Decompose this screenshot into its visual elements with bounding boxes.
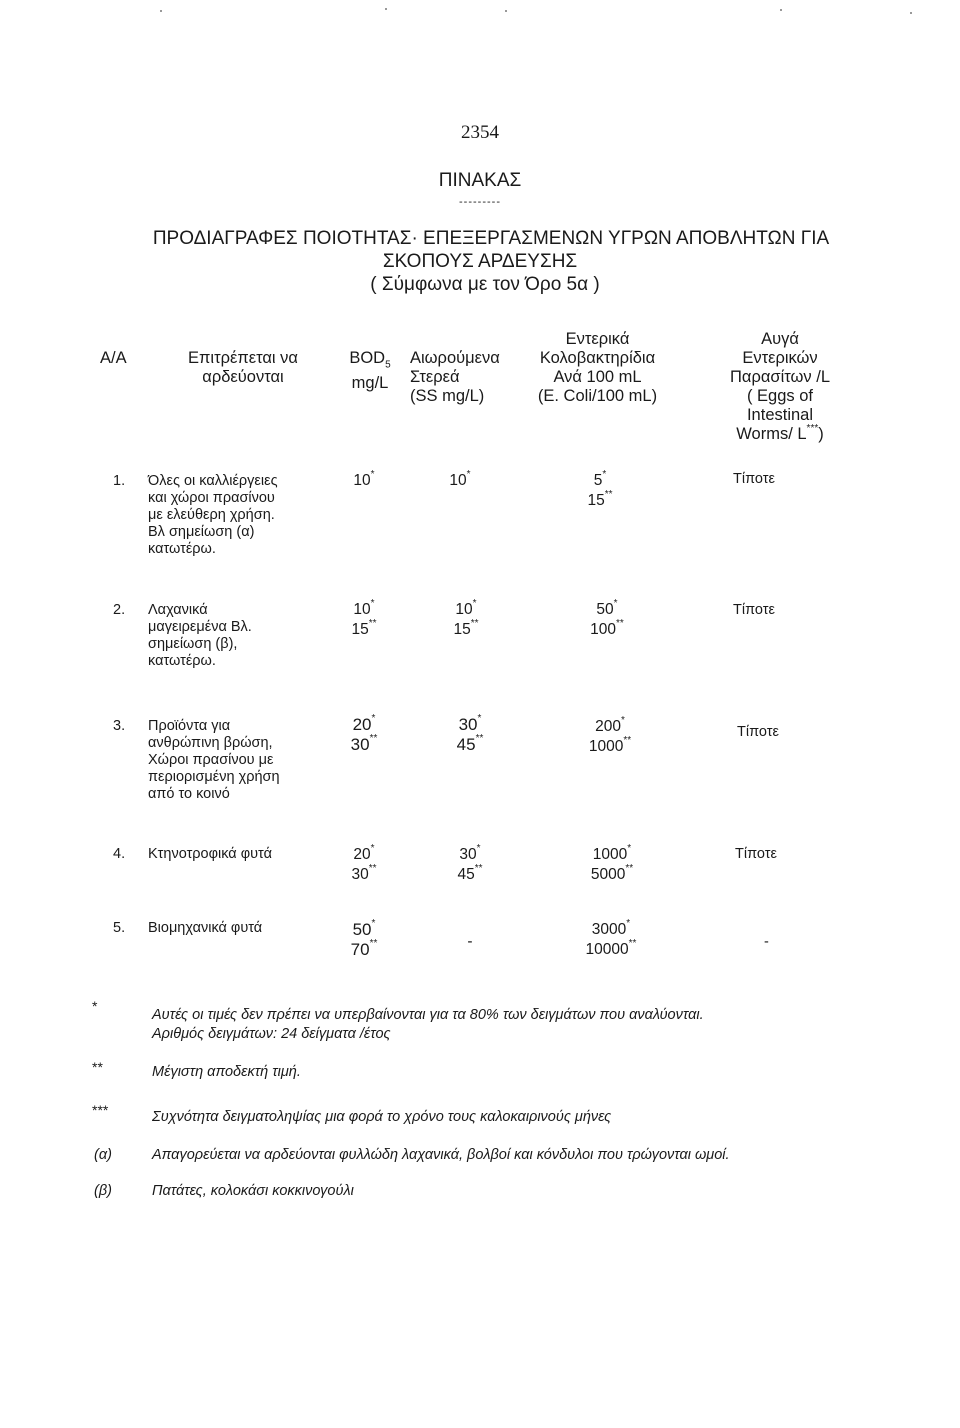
- row-5-number: 5.: [113, 920, 126, 936]
- subtitle-line-3: ( Σύμφωνα με τον Όρο 5α ): [370, 274, 600, 295]
- row-4-ss: 30* 45**: [457, 842, 483, 883]
- row-5-e-coli: 3000* 10000**: [585, 917, 637, 958]
- note-5-text: Πατάτες, κολοκάσι κοκκινογούλι: [152, 1183, 354, 1199]
- note-2-mark: **: [92, 1059, 103, 1075]
- page-number: 2354: [461, 122, 499, 143]
- row-4-description: Κτηνοτροφικά φυτά: [148, 846, 272, 862]
- row-5-description: Βιομηχανικά φυτά: [148, 920, 263, 936]
- note-2-text: Μέγιστη αποδεκτή τιμή.: [152, 1064, 301, 1080]
- row-3-bod: 20* 30**: [350, 713, 378, 754]
- header-intestinal-eggs-close: ): [818, 425, 824, 443]
- note-1-text: Αυτές οι τιμές δεν πρέπει να υπερβαίνονται για τα 80% των δειγμάτων που αναλύονται. Αριθμός δειγμάτων: 24 δείγματα /έτος: [152, 1007, 704, 1042]
- row-5-bod: 50* 70**: [350, 918, 378, 959]
- row-2-e-coli: 50* 100**: [590, 597, 624, 638]
- subtitle-line-1: ΠΡΟΔΙΑΓΡΑΦΕΣ ΠΟΙΟΤΗΤΑΣ· ΕΠΕΞΕΡΓΑΣΜΕΝΩΝ ΥΓΡΩΝ ΑΠΟΒΛΗΤΩΝ ΓΙΑ: [152, 228, 830, 249]
- note-4-text: Απαγορεύεται να αρδεύονται φυλλώδη λαχανικά, βολβοί και κόνδυλοι που τρώγονται ωμοί.: [152, 1147, 730, 1163]
- row-2-description: Λαχανικά μαγειρεμένα Βλ. σημείωση (β), κατωτέρω.: [148, 602, 252, 669]
- header-e-coli: Εντερικά Κολοβακτηρίδια Ανά 100 mL (E. Coli/100 mL): [537, 330, 658, 405]
- note-3-mark: ***: [92, 1102, 109, 1118]
- header-bod-subscript: 5: [385, 359, 391, 371]
- title-underline: ---------: [459, 196, 501, 208]
- header-suspended-solids: Αιωρούμενα Στερεά (SS mg/L): [410, 349, 500, 405]
- header-bod-label: BOD: [349, 349, 386, 367]
- row-1-e-coli: 5* 15**: [587, 468, 613, 509]
- row-2-bod: 10* 15**: [351, 597, 377, 638]
- row-2-ss: 10* 15**: [453, 597, 479, 638]
- row-5-ss: -: [467, 933, 473, 950]
- header-bod: [330, 349, 410, 393]
- scan-speck: [385, 8, 387, 10]
- row-3-ss: 30* 45**: [456, 713, 484, 754]
- table-title: ΠΙΝΑΚΑΣ: [438, 170, 522, 191]
- scan-speck: [505, 10, 507, 12]
- header-intestinal-eggs: [690, 330, 870, 444]
- note-4-mark: (α): [94, 1147, 112, 1163]
- row-5-eggs: -: [764, 934, 769, 950]
- row-1-number: 1.: [113, 473, 126, 489]
- header-intestinal-eggs-mark: ***: [806, 422, 819, 434]
- row-1-ss: 10*: [449, 468, 471, 489]
- header-allowed-crops: Επιτρέπεται να αρδεύονται: [188, 349, 298, 386]
- row-4-bod: 20* 30**: [351, 842, 377, 883]
- row-3-description: Προϊόντα για ανθρώπινη βρώση, Χώροι πρασίνου με περιορισμένη χρήση από το κοινό: [148, 718, 280, 802]
- note-5-mark: (β): [94, 1183, 112, 1199]
- header-intestinal-eggs-text: Αυγά Εντερικών Παρασίτων /L ( Eggs of Intestinal: [730, 330, 830, 424]
- row-4-number: 4.: [113, 846, 126, 862]
- note-3-text: Συχνότητα δειγματοληψίας μια φορά το χρόνο τους καλοκαιρινούς μήνες: [152, 1109, 612, 1125]
- row-3-number: 3.: [113, 718, 126, 734]
- subtitle-line-2: ΣΚΟΠΟΥΣ ΑΡΔΕΥΣΗΣ: [382, 251, 578, 272]
- header-intestinal-eggs-unit: Worms/ L: [736, 425, 807, 443]
- row-4-e-coli: 1000* 5000**: [590, 842, 634, 883]
- row-3-e-coli: 200* 1000**: [588, 714, 632, 755]
- row-2-number: 2.: [113, 602, 126, 618]
- header-aa: Α/Α: [100, 349, 127, 367]
- scan-speck: [780, 9, 782, 11]
- row-1-description: Όλες οι καλλιέργειες και χώροι πρασίνου με ελεύθερη χρήση. Βλ σημείωση (α) κατωτέρω.: [148, 473, 278, 557]
- note-1-mark: *: [92, 998, 98, 1014]
- scan-speck: [910, 12, 912, 14]
- header-bod-unit: mg/L: [351, 374, 389, 393]
- row-3-eggs: Τίποτε: [737, 724, 779, 740]
- row-4-eggs: Τίποτε: [735, 846, 777, 862]
- scan-speck: [160, 10, 162, 12]
- row-1-bod: 10*: [353, 468, 375, 489]
- row-2-eggs: Τίποτε: [733, 602, 775, 618]
- row-1-eggs: Τίποτε: [733, 471, 775, 487]
